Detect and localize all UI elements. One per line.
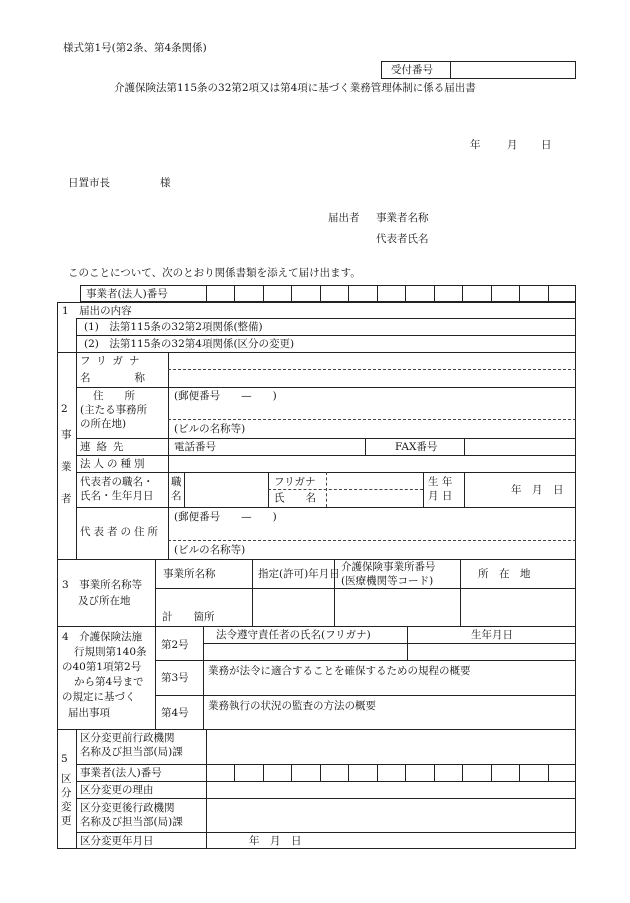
section4-label-6: 届出事項 bbox=[68, 707, 110, 719]
section1-option1[interactable]: (1) 法第115条の32第2項関係(整備) bbox=[84, 321, 263, 333]
section5-corp-number-cell[interactable] bbox=[348, 764, 376, 781]
item4-text: 業務執行の状況の監査の方法の概要 bbox=[208, 700, 376, 712]
section5-vertical-3: 変 bbox=[61, 801, 72, 813]
corp-number-cell[interactable] bbox=[491, 285, 519, 302]
item3-label: 第3号 bbox=[161, 672, 189, 684]
rep-name-label: 代表者氏名 bbox=[376, 233, 429, 245]
rep-title-label-2: 名 bbox=[171, 490, 182, 502]
rep-furigana-label: フリガナ bbox=[274, 476, 316, 488]
section5-corp-number-cell[interactable] bbox=[377, 764, 405, 781]
date-year-label: 年 bbox=[470, 139, 481, 151]
rep-shimei-label: 氏 名 bbox=[274, 492, 316, 504]
corp-number-cell[interactable] bbox=[519, 285, 547, 302]
section2-vertical-2: 業 bbox=[61, 461, 72, 473]
fax-label: FAX番号 bbox=[395, 441, 438, 453]
corp-number-cell[interactable] bbox=[348, 285, 376, 302]
corp-number-cell[interactable] bbox=[320, 285, 348, 302]
corp-type-label: 法人の種別 bbox=[80, 458, 148, 470]
address-label-1: 住 所 bbox=[93, 390, 135, 402]
section5-corp-number-label: 事業者(法人)番号 bbox=[80, 767, 162, 779]
date-day-label: 日 bbox=[541, 139, 552, 151]
rep-postal-label: (郵便番号 — ) bbox=[174, 511, 277, 523]
section5-corp-number-cell[interactable] bbox=[434, 764, 462, 781]
prev-agency-label-2: 名称及び担当部(局)課 bbox=[80, 746, 183, 758]
section5-corp-number-cell[interactable] bbox=[234, 764, 262, 781]
section1-label: 1 届出の内容 bbox=[62, 305, 132, 317]
section1-option2[interactable]: (2) 法第115条の32第4項関係(区分の変更) bbox=[84, 338, 295, 350]
section5-corp-number-cell[interactable] bbox=[320, 764, 348, 781]
office-number-header-2: (医療機関等コード) bbox=[341, 575, 434, 587]
office-number-header-1: 介護保険事業所番号 bbox=[341, 561, 436, 573]
phone-label: 電話番号 bbox=[174, 441, 216, 453]
next-agency-label-2: 名称及び担当部(局)課 bbox=[80, 816, 183, 828]
next-agency-field[interactable] bbox=[208, 800, 574, 830]
section5-corp-number-cell[interactable] bbox=[263, 764, 291, 781]
corp-number-cell[interactable] bbox=[263, 285, 291, 302]
name-field[interactable] bbox=[170, 371, 574, 387]
corp-number-label: 事業者(法人)番号 bbox=[86, 288, 168, 300]
furigana-label: フリガナ bbox=[80, 355, 146, 367]
designation-date-header: 指定(許可)年月日 bbox=[258, 568, 340, 580]
rep-address-label: 代表者の住所 bbox=[80, 526, 161, 538]
receipt-number-label: 受付番号 bbox=[391, 64, 433, 76]
corp-number-cell[interactable] bbox=[291, 285, 319, 302]
section5-corp-number-cell[interactable] bbox=[291, 764, 319, 781]
section4-label-4: から第4号まで bbox=[74, 676, 144, 688]
corp-number-cell[interactable] bbox=[462, 285, 490, 302]
section2-number: 2 bbox=[61, 403, 68, 415]
change-reason-label: 区分変更の理由 bbox=[80, 784, 154, 796]
item2-birth-label: 生年月日 bbox=[471, 629, 513, 641]
rep-title-label-1: 職 bbox=[171, 476, 182, 488]
corp-number-cell[interactable] bbox=[548, 285, 576, 302]
contact-label: 連絡先 bbox=[80, 441, 130, 453]
section5-vertical-4: 更 bbox=[61, 815, 72, 827]
section5-corp-number-cell[interactable] bbox=[206, 764, 234, 781]
section5-corp-number-cell[interactable] bbox=[491, 764, 519, 781]
location-header: 所 在 地 bbox=[478, 568, 531, 580]
building-name-label: (ビルの名称等) bbox=[174, 423, 246, 435]
intro-text: このことについて、次のとおり関係書類を添えて届け出ます。 bbox=[68, 267, 361, 279]
section5-vertical-1: 区 bbox=[61, 773, 72, 785]
item2-label: 第2号 bbox=[161, 639, 189, 651]
business-name-label: 事業者名称 bbox=[376, 212, 429, 224]
address-label-2: (主たる事務所 bbox=[80, 404, 148, 416]
birth-label-2: 月 日 bbox=[428, 490, 453, 502]
change-date-ymd: 年 月 日 bbox=[249, 835, 302, 847]
prev-agency-label-1: 区分変更前行政機関 bbox=[80, 732, 175, 744]
birth-label-1: 生 年 bbox=[428, 476, 453, 488]
office-name-field[interactable] bbox=[156, 589, 251, 609]
birth-ymd-label: 年 月 日 bbox=[511, 484, 564, 496]
submitter-label: 届出者 bbox=[328, 212, 360, 224]
change-reason-field[interactable] bbox=[208, 783, 574, 797]
form-id: 様式第1号(第2条、第4条関係) bbox=[63, 42, 207, 54]
section5-vertical-2: 分 bbox=[61, 787, 72, 799]
section4-label-3: の40第1項第2号 bbox=[62, 661, 142, 673]
next-agency-label-1: 区分変更後行政機関 bbox=[80, 802, 175, 814]
addressee-honorific: 様 bbox=[160, 177, 171, 189]
section4-label-2: 行規則第140条 bbox=[74, 646, 147, 658]
corp-number-cell[interactable] bbox=[234, 285, 262, 302]
item2-text: 法令遵守責任者の氏名(フリガナ) bbox=[216, 629, 371, 641]
furigana-field[interactable] bbox=[170, 354, 574, 368]
section5-corp-number-cell[interactable] bbox=[548, 764, 576, 781]
section5-corp-number-cell[interactable] bbox=[405, 764, 433, 781]
item4-label: 第4号 bbox=[161, 707, 189, 719]
section3-label-1: 3 事業所名称等 bbox=[62, 579, 143, 591]
rep-label-2: 氏名・生年月日 bbox=[80, 490, 154, 502]
section4-label-1: 4 介護保険法施 bbox=[62, 631, 143, 643]
addressee-name: 日置市長 bbox=[68, 177, 110, 189]
corp-number-cell[interactable] bbox=[434, 285, 462, 302]
postal-code-label: (郵便番号 — ) bbox=[174, 390, 277, 402]
section4-label-5: の規定に基づく bbox=[62, 691, 136, 703]
section5-corp-number-cell[interactable] bbox=[519, 764, 547, 781]
date-month-label: 月 bbox=[507, 139, 518, 151]
section5-corp-number-cell[interactable] bbox=[462, 764, 490, 781]
section2-vertical-3: 者 bbox=[61, 493, 72, 505]
compliance-officer-field[interactable] bbox=[205, 645, 405, 658]
office-name-header: 事業所名称 bbox=[163, 568, 216, 580]
corp-number-cell[interactable] bbox=[405, 285, 433, 302]
name-label: 名称 bbox=[80, 372, 189, 384]
section5-number: 5 bbox=[61, 753, 68, 765]
item3-text: 業務が法令に適合することを確保するための規程の概要 bbox=[208, 665, 471, 677]
office-total-label: 計 箇所 bbox=[162, 611, 215, 623]
corp-number-cell[interactable] bbox=[206, 285, 234, 302]
address-label-3: の所在地) bbox=[80, 418, 127, 430]
rep-label-1: 代表者の職名・ bbox=[80, 476, 154, 488]
section3-label-2: 及び所在地 bbox=[78, 595, 131, 607]
corp-number-cell[interactable] bbox=[377, 285, 405, 302]
change-date-label: 区分変更年月日 bbox=[80, 835, 154, 847]
section2-vertical-1: 事 bbox=[61, 429, 72, 441]
prev-agency-field[interactable] bbox=[208, 731, 574, 761]
rep-building-label: (ビルの名称等) bbox=[174, 544, 246, 556]
document-title: 介護保険法第115条の32第2項又は第4項に基づく業務管理体制に係る届出書 bbox=[114, 82, 476, 94]
